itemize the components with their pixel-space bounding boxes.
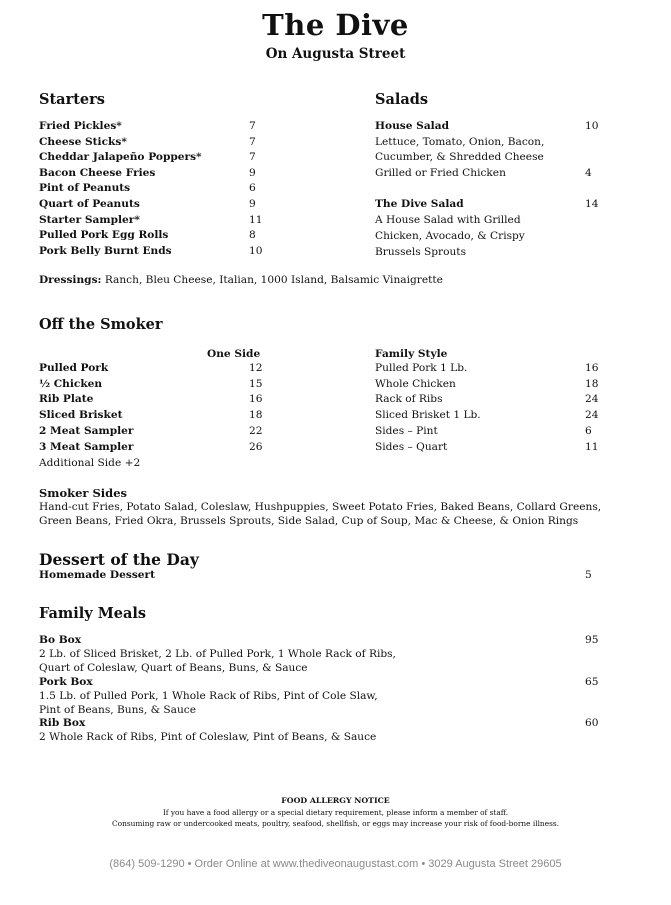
house-salad-addon-price: 4 [585, 167, 592, 179]
allergy-notice-line: If you have a food allergy or a special dietary requirement, please inform a member of staff. [162, 808, 509, 817]
rib-box-desc-line: 2 Whole Rack of Ribs, Pint of Coleslaw, Pint of Beans, & Sauce [39, 731, 377, 743]
dessert-price: 5 [585, 569, 592, 581]
starter-item-name: Fried Pickles* [39, 120, 122, 132]
restaurant-subtitle: On Augusta Street [265, 46, 406, 62]
smoker-item-name: Pulled Pork [39, 362, 109, 374]
family-style-item-price: 24 [585, 409, 599, 422]
starters-heading: Starters [39, 91, 105, 108]
smoker-item-price: 26 [249, 440, 263, 453]
pork-box-desc-line: 1.5 Lb. of Pulled Pork, 1 Whole Rack of Ribs, Pint of Cole Slaw, [39, 690, 378, 702]
rib-box-name: Rib Box [39, 717, 86, 729]
smoker-sides-line: Hand-cut Fries, Potato Salad, Coleslaw, Hushpuppies, Sweet Potato Fries, Baked Beans, Collard Greens, [39, 501, 602, 513]
smoker-item-price: 16 [249, 393, 263, 406]
family-style-item-price: 16 [585, 362, 599, 374]
one-side-heading: One Side [207, 348, 261, 360]
dive-salad-price: 14 [585, 198, 599, 210]
starter-item-name: Pint of Peanuts [39, 182, 131, 195]
house-salad-desc-line: Lettuce, Tomato, Onion, Bacon, [375, 136, 545, 148]
smoker-sides-line: Green Beans, Fried Okra, Brussels Sprouts, Side Salad, Cup of Soup, Mac & Cheese, & Onion Rings [39, 515, 579, 527]
restaurant-title: The Dive [262, 8, 409, 42]
dive-salad-desc-line: A House Salad with Grilled [375, 214, 521, 226]
pork-box-price: 65 [585, 676, 599, 688]
smoker-sides-heading: Smoker Sides [39, 486, 127, 500]
smoker-item-name: ½ Chicken [39, 377, 103, 390]
starter-item-price: 6 [249, 182, 256, 195]
family-style-item-price: 24 [585, 393, 599, 406]
bo-box-desc-line: Quart of Coleslaw, Quart of Beans, Buns, & Sauce [39, 662, 308, 674]
pork-box-desc-line: Pint of Beans, Buns, & Sauce [39, 704, 196, 716]
starter-item-price: 7 [249, 120, 256, 132]
starter-item-price: 7 [249, 151, 256, 164]
family-style-item-name: Sliced Brisket 1 Lb. [375, 409, 481, 422]
bo-box-desc-line: 2 Lb. of Sliced Brisket, 2 Lb. of Pulled Pork, 1 Whole Rack of Ribs, [39, 648, 396, 660]
starter-item-name: Pulled Pork Egg Rolls [39, 229, 169, 242]
starter-item-price: 10 [249, 244, 263, 257]
family-style-item-price: 18 [585, 377, 599, 390]
smoker-item-name: Sliced Brisket [39, 409, 123, 422]
family-style-item-name: Sides – Quart [375, 440, 448, 453]
house-salad-name: House Salad [375, 120, 449, 132]
dressings-line [39, 273, 443, 289]
starter-item-price: 8 [249, 229, 256, 242]
starter-item-price: 9 [249, 166, 256, 179]
smoker-item-price: 18 [249, 409, 263, 422]
dessert-heading: Dessert of the Day [39, 550, 199, 569]
smoker-item-price: 12 [249, 362, 263, 374]
starter-item-name: Quart of Peanuts [39, 198, 140, 210]
smoker-item-price: 15 [249, 377, 263, 390]
salads-heading: Salads [375, 91, 429, 108]
starter-item-name: Pork Belly Burnt Ends [39, 244, 172, 257]
family-style-item-name: Rack of Ribs [375, 393, 443, 406]
family-style-item-price: 11 [585, 440, 599, 453]
rib-box-price: 60 [585, 717, 599, 729]
dessert-name: Homemade Dessert [39, 569, 156, 581]
starter-item-name: Cheese Sticks* [39, 135, 127, 148]
starter-item-price: 7 [249, 135, 256, 148]
smoker-heading: Off the Smoker [39, 316, 163, 333]
dressings-label: Dressings: [39, 274, 102, 286]
additional-side-note: Additional Side +2 [39, 457, 141, 469]
dive-salad-desc-line: Brussels Sprouts [375, 246, 467, 258]
allergy-notice-line: Consuming raw or undercooked meats, poultry, seafood, shellfish, or eggs may increase your risk of food-borne illness. [112, 819, 559, 828]
starter-item-name: Bacon Cheese Fries [39, 166, 156, 179]
starter-item-name: Starter Sampler* [39, 213, 140, 226]
house-salad-addon: Grilled or Fried Chicken [375, 167, 506, 179]
footer-contact: (864) 509-1290 • Order Online at www.thediveonaugustast.com • 3029 Augusta Street 29605 [109, 858, 562, 870]
house-salad-price: 10 [585, 120, 599, 132]
starter-item-name: Cheddar Jalapeño Poppers* [39, 151, 202, 164]
house-salad-desc-line: Cucumber, & Shredded Cheese [375, 151, 544, 163]
family-style-item-name: Pulled Pork 1 Lb. [375, 362, 468, 374]
family-style-heading: Family Style [375, 348, 448, 360]
smoker-item-name: Rib Plate [39, 393, 94, 406]
family-meals-heading: Family Meals [39, 605, 147, 622]
dressings-text: Ranch, Bleu Cheese, Italian, 1000 Island, Balsamic Vinaigrette [104, 274, 443, 286]
family-style-item-price: 6 [585, 424, 592, 437]
smoker-item-name: 3 Meat Sampler [39, 440, 134, 453]
bo-box-price: 95 [585, 634, 599, 646]
starter-item-price: 11 [249, 213, 263, 226]
family-style-item-name: Sides – Pint [375, 424, 438, 437]
family-style-item-name: Whole Chicken [375, 377, 456, 390]
pork-box-name: Pork Box [39, 676, 93, 688]
smoker-item-name: 2 Meat Sampler [39, 424, 134, 437]
starter-item-price: 9 [249, 198, 256, 210]
dive-salad-desc-line: Chicken, Avocado, & Crispy [375, 230, 525, 242]
allergy-notice-heading: FOOD ALLERGY NOTICE [281, 796, 390, 805]
dive-salad-name: The Dive Salad [375, 198, 464, 210]
bo-box-name: Bo Box [39, 634, 82, 646]
smoker-item-price: 22 [249, 424, 263, 437]
